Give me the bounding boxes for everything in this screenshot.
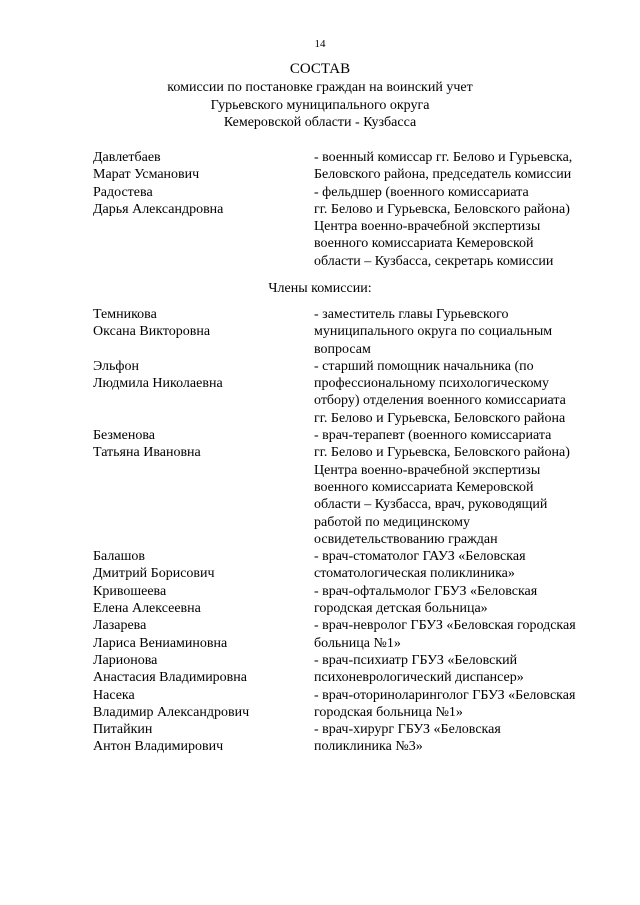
person-role bbox=[314, 306, 614, 358]
role-line: - врач-хирург ГБУЗ «Беловская bbox=[314, 722, 501, 738]
leadership-entry bbox=[0, 149, 640, 184]
subtitle-line-1: комиссии по постановке граждан на воинский учет bbox=[167, 80, 473, 95]
document-header bbox=[0, 60, 640, 132]
surname: Питайкин bbox=[93, 722, 153, 738]
role-line: работой по медицинскому bbox=[314, 514, 470, 530]
member-entry bbox=[0, 358, 640, 427]
person-role bbox=[314, 149, 614, 184]
role-line: стоматологическая поликлиника» bbox=[314, 566, 515, 582]
surname: Радостева bbox=[93, 184, 153, 200]
person-role bbox=[314, 184, 614, 270]
role-line: - врач-невролог ГБУЗ «Беловская городская bbox=[314, 618, 576, 634]
member-entry bbox=[0, 721, 640, 756]
given-names: Владимир Александрович bbox=[93, 704, 250, 720]
surname: Балашов bbox=[93, 549, 145, 565]
role-line: - врач-стоматолог ГАУЗ «Беловская bbox=[314, 549, 526, 565]
role-line: - врач-психиатр ГБУЗ «Беловский bbox=[314, 652, 518, 668]
role-line: городская больница №1» bbox=[314, 704, 463, 720]
role-line: Центра военно-врачебной экспертизы bbox=[314, 462, 541, 478]
subtitle-line-2: Гурьевского муниципального округа bbox=[210, 97, 430, 113]
person-name bbox=[93, 306, 308, 341]
role-line: - заместитель главы Гурьевского bbox=[314, 307, 509, 322]
role-line: - врач-терапевт (военного комиссариата bbox=[314, 428, 552, 444]
surname: Насека bbox=[93, 687, 135, 703]
role-line: Центра военно-врачебной экспертизы bbox=[314, 219, 541, 235]
person-name bbox=[93, 548, 308, 583]
member-entry bbox=[0, 548, 640, 583]
leadership-list bbox=[0, 149, 640, 270]
members-heading: Члены комиссии: bbox=[268, 281, 372, 296]
role-line: военного комиссариата Кемеровской bbox=[314, 479, 534, 495]
person-role bbox=[314, 652, 614, 687]
given-names: Елена Алексеевна bbox=[93, 601, 201, 617]
surname: Кривошеева bbox=[93, 583, 167, 599]
person-name bbox=[93, 652, 308, 687]
role-line: Беловского района, председатель комиссии bbox=[314, 167, 572, 183]
given-names: Людмила Николаевна bbox=[93, 376, 223, 392]
person-role bbox=[314, 548, 614, 583]
person-name bbox=[93, 358, 308, 393]
given-names: Лариса Вениаминовна bbox=[93, 635, 228, 651]
member-entry bbox=[0, 306, 640, 358]
document-title: СОСТАВ bbox=[289, 61, 351, 77]
person-name bbox=[93, 687, 308, 722]
surname: Эльфон bbox=[93, 358, 139, 374]
surname: Давлетбаев bbox=[93, 150, 161, 165]
role-line: городская детская больница» bbox=[314, 601, 488, 617]
person-role bbox=[314, 358, 614, 427]
member-entry bbox=[0, 652, 640, 687]
person-name bbox=[93, 617, 308, 652]
given-names: Оксана Викторовна bbox=[93, 324, 211, 340]
surname: Лазарева bbox=[93, 618, 147, 634]
role-line: области – Кузбасса, врач, руководящий bbox=[314, 497, 548, 513]
page-number: 14 bbox=[314, 38, 326, 50]
person-role bbox=[314, 721, 614, 756]
person-name bbox=[93, 427, 308, 462]
person-role bbox=[314, 687, 614, 722]
role-line: вопросам bbox=[314, 341, 371, 357]
member-entry bbox=[0, 687, 640, 722]
role-line: освидетельствованию граждан bbox=[314, 531, 498, 547]
subtitle-line-3: Кемеровской области - Кузбасса bbox=[223, 115, 417, 130]
person-name bbox=[93, 583, 308, 618]
surname: Ларионова bbox=[93, 652, 158, 668]
members-list bbox=[0, 306, 640, 756]
person-role bbox=[314, 617, 614, 652]
leadership-entry bbox=[0, 184, 640, 270]
role-line: - фельдшер (военного комиссариата bbox=[314, 184, 529, 200]
person-role bbox=[314, 583, 614, 618]
role-line: муниципального округа по социальным bbox=[314, 324, 553, 340]
given-names: Марат Усманович bbox=[93, 167, 200, 183]
role-line: больница №1» bbox=[314, 635, 401, 651]
role-line: гг. Белово и Гурьевска, Беловского района bbox=[314, 410, 566, 426]
given-names: Дарья Александровна bbox=[93, 201, 224, 217]
role-line: военного комиссариата Кемеровской bbox=[314, 236, 534, 252]
role-line: профессиональному психологическому bbox=[314, 376, 550, 392]
role-line: - врач-оториноларинголог ГБУЗ «Беловская bbox=[314, 687, 576, 703]
given-names: Анастасия Владимировна bbox=[93, 670, 247, 686]
given-names: Татьяна Ивановна bbox=[93, 445, 201, 461]
person-name bbox=[93, 149, 308, 184]
person-name bbox=[93, 184, 308, 219]
surname: Темникова bbox=[93, 307, 157, 322]
role-line: гг. Белово и Гурьевска, Беловского района) bbox=[314, 445, 570, 461]
given-names: Антон Владимирович bbox=[93, 739, 224, 755]
given-names: Дмитрий Борисович bbox=[93, 566, 215, 582]
member-entry bbox=[0, 583, 640, 618]
member-entry bbox=[0, 617, 640, 652]
member-entry bbox=[0, 427, 640, 548]
role-line: - военный комиссар гг. Белово и Гурьевска, bbox=[314, 150, 573, 165]
role-line: отбору) отделения военного комиссариата bbox=[314, 393, 566, 409]
role-line: области – Кузбасса, секретарь комиссии bbox=[314, 253, 554, 269]
person-role bbox=[314, 427, 614, 548]
role-line: - врач-офтальмолог ГБУЗ «Беловская bbox=[314, 583, 538, 599]
role-line: гг. Белово и Гурьевска, Беловского района) bbox=[314, 201, 570, 217]
surname: Безменова bbox=[93, 428, 155, 444]
role-line: - старший помощник начальника (по bbox=[314, 358, 534, 374]
role-line: психоневрологический диспансер» bbox=[314, 670, 524, 686]
role-line: поликлиника №3» bbox=[314, 739, 423, 755]
person-name bbox=[93, 721, 308, 756]
